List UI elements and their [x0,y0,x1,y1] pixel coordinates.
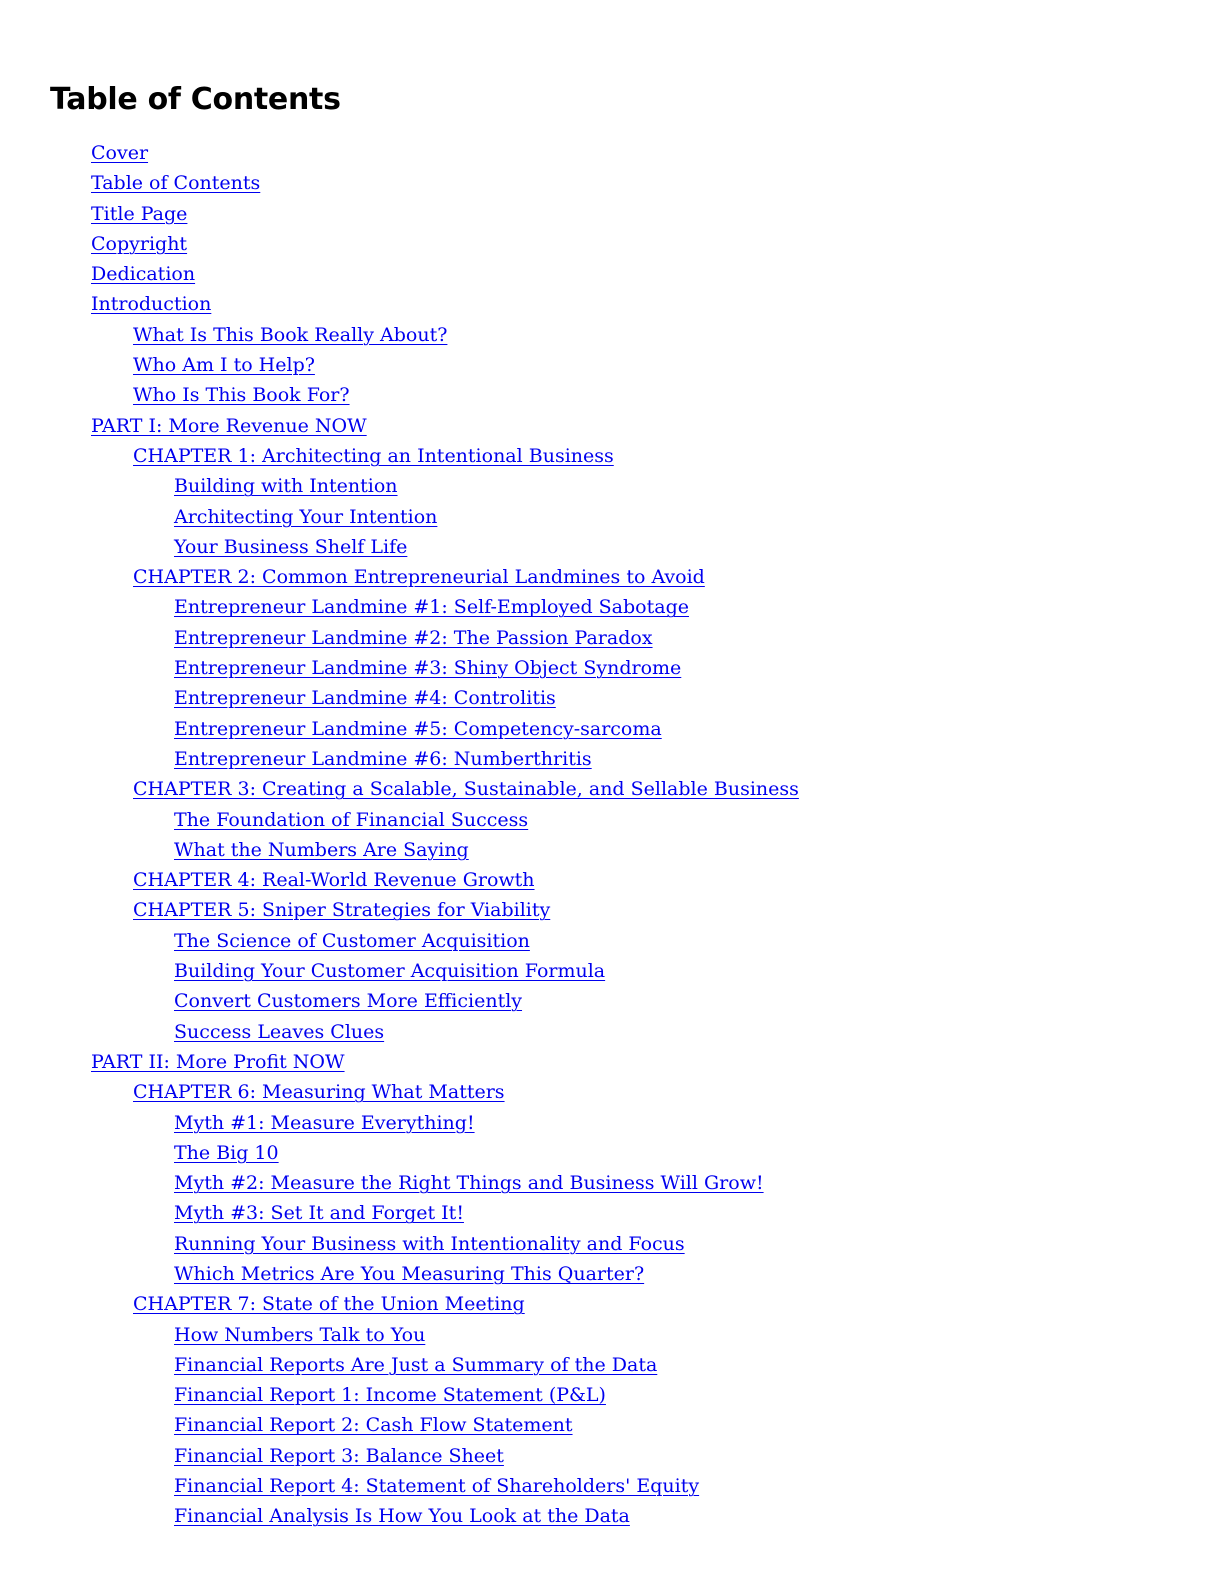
toc-entry [0,1017,799,1047]
toc-entry [0,1108,799,1138]
toc-link[interactable]: Entrepreneur Landmine #5: Competency-sarcoma [174,717,662,740]
toc-entry [0,532,799,562]
toc-list [0,138,799,1532]
toc-link[interactable]: Dedication [91,263,196,286]
toc-link[interactable]: Copyright [91,232,188,255]
toc-entry [0,229,799,259]
toc-entry [0,320,799,350]
toc-entry [0,653,799,683]
toc-link[interactable]: Convert Customers More Efficiently [174,990,523,1013]
toc-link[interactable]: The Foundation of Financial Success [174,808,529,831]
toc-entry [0,138,799,168]
toc-link[interactable]: Financial Report 4: Statement of Shareholders' Equity [174,1475,700,1498]
toc-link[interactable]: Introduction [91,293,212,316]
toc-link[interactable]: Table of Contents [91,172,261,195]
toc-link[interactable]: Myth #2: Measure the Right Things and Business Will Grow! [174,1172,764,1195]
toc-entry [0,1047,799,1077]
toc-entry [0,623,799,653]
toc-link[interactable]: Entrepreneur Landmine #3: Shiny Object Syndrome [174,657,682,680]
page-title: Table of Contents [50,82,341,117]
toc-entry [0,380,799,410]
toc-entry [0,1410,799,1440]
toc-entry [0,1471,799,1501]
toc-entry [0,1229,799,1259]
toc-entry [0,1501,799,1531]
toc-entry [0,774,799,804]
toc-link[interactable]: CHAPTER 2: Common Entrepreneurial Landmines to Avoid [133,566,705,589]
toc-link[interactable]: How Numbers Talk to You [174,1323,426,1346]
toc-entry [0,1259,799,1289]
toc-link[interactable]: What Is This Book Really About? [133,323,448,346]
toc-link[interactable]: CHAPTER 3: Creating a Scalable, Sustainable, and Sellable Business [133,778,799,801]
toc-entry [0,1350,799,1380]
toc-link[interactable]: Building with Intention [174,475,398,498]
toc-entry [0,835,799,865]
toc-entry [0,259,799,289]
toc-entry [0,168,799,198]
toc-link[interactable]: Who Am I to Help? [133,354,315,377]
toc-entry [0,592,799,622]
toc-entry [0,471,799,501]
toc-entry [0,1077,799,1107]
toc-link[interactable]: Financial Reports Are Just a Summary of the Data [174,1353,658,1376]
toc-link[interactable]: Who Is This Book For? [133,384,350,407]
toc-entry [0,411,799,441]
toc-entry [0,744,799,774]
toc-entry [0,1198,799,1228]
toc-link[interactable]: Your Business Shelf Life [174,535,408,558]
toc-link[interactable]: CHAPTER 7: State of the Union Meeting [133,1293,525,1316]
toc-link[interactable]: CHAPTER 6: Measuring What Matters [133,1081,505,1104]
toc-link[interactable]: Building Your Customer Acquisition Formula [174,960,606,983]
toc-link[interactable]: The Science of Customer Acquisition [174,929,530,952]
toc-entry [0,895,799,925]
toc-entry [0,805,799,835]
toc-link[interactable]: Financial Report 1: Income Statement (P&L) [174,1384,606,1407]
toc-link[interactable]: What the Numbers Are Saying [174,838,469,861]
toc-link[interactable]: Myth #3: Set It and Forget It! [174,1202,464,1225]
toc-entry [0,956,799,986]
toc-entry [0,926,799,956]
toc-link[interactable]: CHAPTER 4: Real-World Revenue Growth [133,869,535,892]
toc-entry [0,865,799,895]
toc-entry [0,289,799,319]
toc-link[interactable]: Entrepreneur Landmine #4: Controlitis [174,687,556,710]
toc-link[interactable]: Entrepreneur Landmine #6: Numberthritis [174,747,592,770]
toc-link[interactable]: Financial Analysis Is How You Look at the Data [174,1505,630,1528]
toc-link[interactable]: Entrepreneur Landmine #2: The Passion Paradox [174,626,653,649]
toc-link[interactable]: Myth #1: Measure Everything! [174,1111,475,1134]
toc-link[interactable]: Financial Report 3: Balance Sheet [174,1444,504,1467]
toc-entry [0,683,799,713]
toc-link[interactable]: CHAPTER 1: Architecting an Intentional Business [133,444,614,467]
toc-link[interactable]: The Big 10 [174,1141,279,1164]
toc-entry [0,502,799,532]
toc-entry [0,1441,799,1471]
toc-entry [0,350,799,380]
toc-entry [0,1168,799,1198]
toc-link[interactable]: CHAPTER 5: Sniper Strategies for Viability [133,899,551,922]
toc-entry [0,1289,799,1319]
toc-entry [0,1138,799,1168]
toc-link[interactable]: PART II: More Profit NOW [91,1050,345,1073]
toc-entry [0,986,799,1016]
toc-link[interactable]: Title Page [91,202,188,225]
toc-entry [0,714,799,744]
toc-entry [0,441,799,471]
toc-entry [0,562,799,592]
toc-link[interactable]: PART I: More Revenue NOW [91,414,367,437]
toc-link[interactable]: Running Your Business with Intentionality and Focus [174,1232,685,1255]
toc-link[interactable]: Financial Report 2: Cash Flow Statement [174,1414,573,1437]
toc-link[interactable]: Which Metrics Are You Measuring This Quarter? [174,1262,645,1285]
toc-link[interactable]: Architecting Your Intention [174,505,438,528]
toc-link[interactable]: Entrepreneur Landmine #1: Self-Employed Sabotage [174,596,689,619]
toc-entry [0,1320,799,1350]
toc-link[interactable]: Cover [91,142,149,164]
toc-entry [0,199,799,229]
toc-link[interactable]: Success Leaves Clues [174,1020,385,1043]
toc-entry [0,1380,799,1410]
